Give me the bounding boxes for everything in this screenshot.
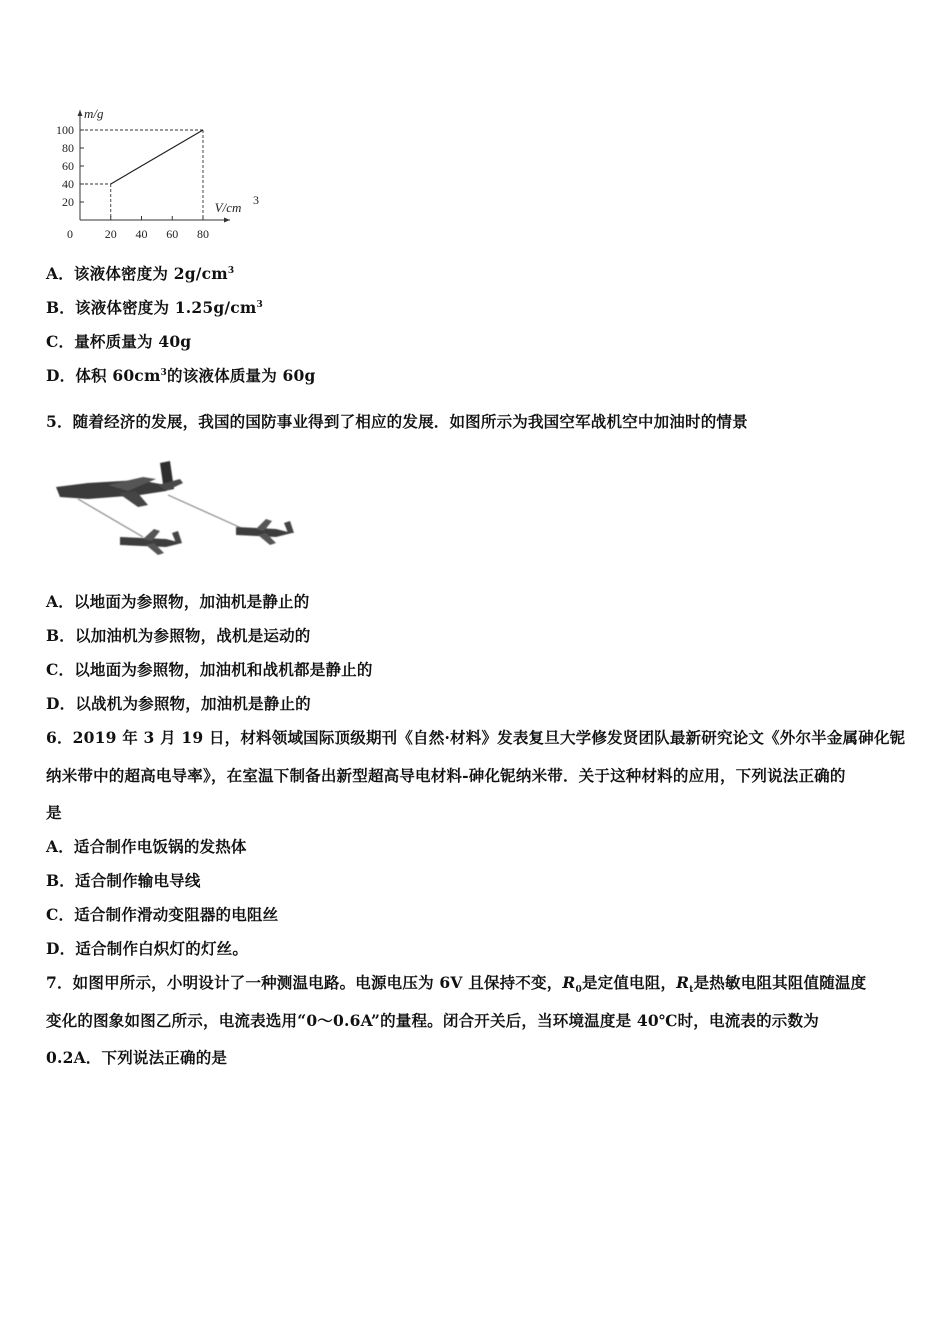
q4-option-a: A．该液体密度为 $2g/cm^3$ bbox=[46, 264, 235, 283]
x-tick-label: 40 bbox=[135, 227, 148, 241]
y-tick-label: 20 bbox=[62, 195, 74, 209]
y-axis-title: m/g bbox=[84, 106, 104, 121]
q6-option-c: C．适合制作滑动变阻器的电阻丝 bbox=[46, 905, 279, 924]
origin-label: 0 bbox=[67, 227, 73, 241]
q6-option-b: B．适合制作输电导线 bbox=[46, 871, 201, 890]
q5-option-c: C．以地面为参照物，加油机和战机都是静止的 bbox=[46, 660, 373, 679]
x-tick-label: 80 bbox=[197, 227, 209, 241]
q7-stem-line-2: 变化的图象如图乙所示，电流表选用“0～0.6A”的量程。闭合开关后，当环境温度是 40℃时，电流表的示数为 bbox=[46, 1011, 819, 1030]
q6-stem-line-1: 6．2019 年 3 月 19 日，材料领域国际顶级期刊《自然·材料》发表复旦大学修发贤团队最新研究论文《外尔半金属砷化铌 bbox=[46, 728, 906, 747]
series-line bbox=[111, 130, 203, 184]
x-tick-label: 60 bbox=[166, 227, 179, 241]
q5-option-d: D．以战机为参照物，加油机是静止的 bbox=[46, 694, 311, 713]
mass-volume-chart bbox=[40, 100, 280, 250]
q5-option-b: B．以加油机为参照物，战机是运动的 bbox=[46, 626, 311, 645]
aerial-refueling-illustration bbox=[48, 455, 308, 565]
q6-option-a: A．适合制作电饭锅的发热体 bbox=[46, 837, 247, 856]
q4-option-b: B．该液体密度为 $1.25g/cm^3$ bbox=[46, 298, 263, 317]
y-tick-label: 80 bbox=[62, 141, 74, 155]
x-axis-title: V/cm bbox=[214, 200, 242, 215]
x-axis-title-sup: 3 bbox=[253, 193, 259, 207]
q4-option-d: D．体积 $60cm^3$的该液体质量为 60g bbox=[46, 366, 316, 385]
x-axis-arrow bbox=[224, 218, 230, 223]
q7-stem-line-1: 7．如图甲所示，小明设计了一种测温电路。电源电压为 6V 且保持不变，$R_0$是定值电阻，$R_t$是热敏电阻其阻值随温度 bbox=[46, 973, 867, 996]
q6-stem-line-2: 纳米带中的超高电导率》，在室温下制备出新型超高导电材料-砷化铌纳米带．关于这种材料的应用，下列说法正确的 bbox=[46, 766, 846, 785]
y-axis-arrow bbox=[78, 110, 83, 116]
y-tick-label: 40 bbox=[62, 177, 74, 191]
q4-option-c: C．量杯质量为 40g bbox=[46, 332, 192, 351]
y-tick-label: 100 bbox=[56, 123, 74, 137]
x-tick-label: 20 bbox=[104, 227, 117, 241]
q6-stem-line-3: 是 bbox=[46, 803, 62, 822]
q5-stem: 5．随着经济的发展，我国的国防事业得到了相应的发展．如图所示为我国空军战机空中加油时的情景 bbox=[46, 412, 748, 431]
q5-option-a: A．以地面为参照物，加油机是静止的 bbox=[46, 592, 310, 611]
y-tick-label: 60 bbox=[62, 159, 74, 173]
q7-stem-line-3: 0.2A．下列说法正确的是 bbox=[46, 1048, 228, 1067]
q6-option-d: D．适合制作白炽灯的灯丝。 bbox=[46, 939, 249, 958]
